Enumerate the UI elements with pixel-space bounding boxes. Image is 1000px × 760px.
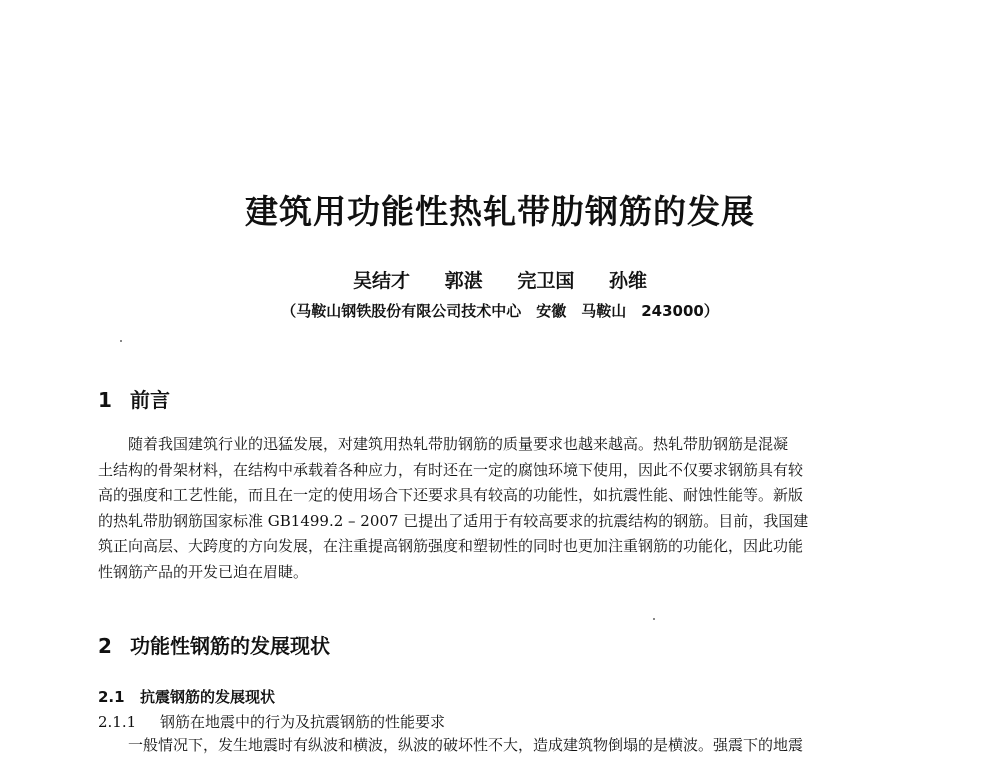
paragraph-line: 土结构的骨架材料，在结构中承载着各种应力，有时还在一定的腐蚀环境下使用，因此不仅要求钢筋具有较 (98, 460, 804, 479)
paper-title: 建筑用功能性热轧带肋钢筋的发展 (245, 192, 755, 231)
author-name: 完卫国 (517, 270, 575, 292)
section-title: 功能性钢筋的发展现状 (130, 634, 330, 658)
paragraph-line: 筑正向高层、大跨度的方向发展，在注重提高钢筋强度和塑韧性的同时也更加注重钢筋的功能化，因此功能 (98, 537, 804, 555)
subsection-number: 2.1 (98, 688, 125, 706)
section-title: 前言 (130, 388, 170, 412)
section-number: 1 (98, 388, 112, 412)
paragraph-line: 一般情况下，发生地震时有纵波和横波，纵波的破坏性不大，造成建筑物倒塌的是横波。强震下的地震 (128, 736, 804, 754)
paragraph-line: 性钢筋产品的开发已迫在眉睫。 (98, 562, 309, 581)
subsubsection-number: 2.1.1 (98, 713, 137, 731)
paragraph-line: 随着我国建筑行业的迅猛发展，对建筑用热轧带肋钢筋的质量要求也越来越高。热轧带肋钢筋是混凝 (128, 435, 789, 453)
subsection-title: 抗震钢筋的发展现状 (140, 688, 276, 706)
introduction-paragraph (98, 432, 912, 585)
subsection-heading-2-1 (98, 686, 275, 707)
paragraph-line: 的热轧带肋钢筋国家标准 GB1499.2 – 2007 已提出了适用于有较高要求的抗震结构的钢筋。目前，我国建 (98, 511, 809, 530)
paragraph-line: 高的强度和工艺性能，而且在一定的使用场合下还要求具有较高的功能性，如抗震性能、耐蚀性能等。新版 (98, 486, 804, 504)
seismic-paragraph (98, 733, 912, 759)
author-name: 吴结才 (353, 270, 411, 292)
author-name: 孙维 (608, 270, 647, 292)
section-heading-1 (98, 384, 170, 413)
section-heading-2 (98, 630, 330, 659)
scan-speck (120, 340, 122, 342)
section-number: 2 (98, 634, 112, 658)
subsubsection-title: 钢筋在地震中的行为及抗震钢筋的性能要求 (160, 713, 446, 731)
author-list (0, 266, 1000, 293)
scan-speck (653, 618, 655, 620)
author-affiliation: （马鞍山钢铁股份有限公司技术中心 安徽 马鞍山 243000） (281, 302, 719, 320)
subsubsection-heading-2-1-1 (98, 711, 445, 732)
author-name: 郭湛 (444, 270, 483, 292)
